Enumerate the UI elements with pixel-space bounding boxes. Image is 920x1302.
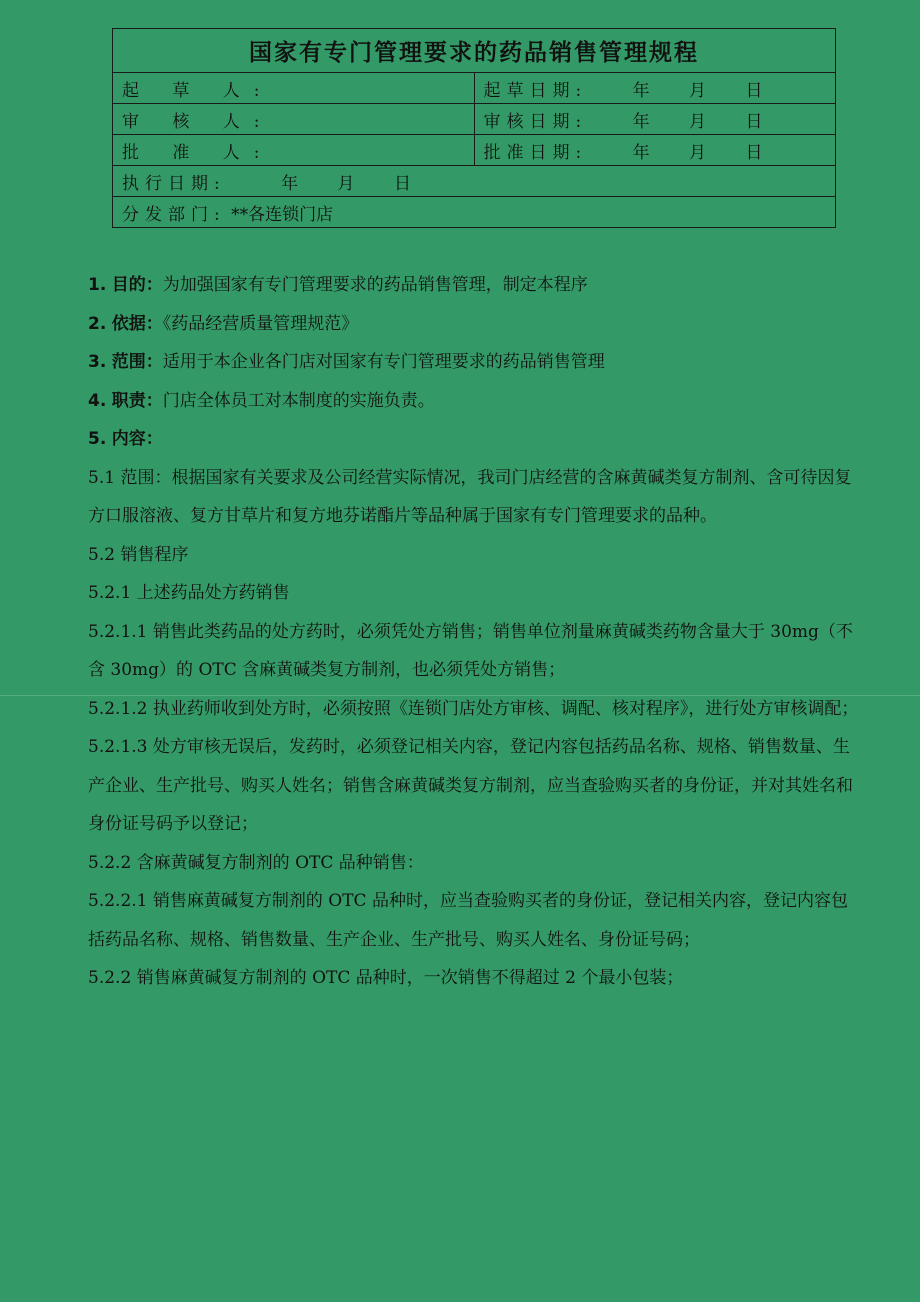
section-num: 4. <box>88 390 107 411</box>
approve-month: 月 <box>689 142 707 163</box>
draft-month: 月 <box>689 80 707 101</box>
approve-date-cell <box>474 135 836 166</box>
section-label: 内容 <box>111 429 146 449</box>
review-month: 月 <box>689 111 707 132</box>
paragraph: 5.1 范围：根据国家有关要求及公司经营实际情况，我司门店经营的含麻黄碱类复方制剂、含可待因复方口服溶液、复方甘草片和复方地芬诺酯片等品种属于国家有专门管理要求的品种。 <box>88 467 852 526</box>
section-label: 职责 <box>111 390 146 411</box>
reviewer-label: 审 核 人: <box>122 111 274 132</box>
review-date-label: 审核日期: <box>483 111 588 132</box>
paragraph: 5.2.1.3 处方审核无误后，发药时，必须登记相关内容，登记内容包括药品名称、规格、销售数量、生产企业、生产批号、购买人姓名；销售含麻黄碱类复方制剂，应当查验购买者的身份证，并对其姓名和身份证号码予以登记； <box>88 737 853 834</box>
document-title: 国家有专门管理要求的药品销售管理规程 <box>113 29 836 73</box>
review-day: 日 <box>745 111 763 132</box>
paragraph: 5.2.1 上述药品处方药销售 <box>88 583 290 603</box>
drafter-label: 起 草 人: <box>122 80 274 101</box>
document-header-table <box>112 28 836 228</box>
reviewer-cell <box>113 104 475 135</box>
section-label: 依据 <box>111 313 146 334</box>
paragraph: 5.2.2 含麻黄碱复方制剂的 OTC 品种销售： <box>88 852 424 873</box>
paragraph: 5.2 销售程序 <box>88 544 189 565</box>
section-text: 《药品经营质量管理规范》 <box>162 313 359 334</box>
section-item: 3. 范围：适用于本企业各门店对国家有专门管理要求的药品销售管理 <box>88 352 605 372</box>
section-item: 1. 目的：为加强国家有专门管理要求的药品销售管理，制定本程序 <box>88 275 588 295</box>
paragraph: 5.2.1.1 销售此类药品的处方药时，必须凭处方销售；销售单位剂量麻黄碱类药物含量大于 30mg（不含 30mg）的 OTC 含麻黄碱类复方制剂，也必须凭处方销售； <box>88 621 853 680</box>
dept-label: 分发部门: <box>122 204 226 225</box>
section-label: 范围 <box>111 352 146 372</box>
exec-month: 月 <box>337 173 355 194</box>
approve-date-label: 批准日期: <box>483 142 588 163</box>
review-year: 年 <box>632 111 650 132</box>
paragraph: 5.2.1.2 执业药师收到处方时，必须按照《连锁门店处方审核、调配、核对程序》，进行处方审核调配； <box>88 698 859 719</box>
review-date-cell <box>474 104 836 135</box>
exec-date-cell <box>113 166 836 197</box>
section-num: 1. <box>88 275 107 295</box>
section-text: 门店全体员工对本制度的实施负责。 <box>162 390 435 411</box>
draft-day: 日 <box>745 80 763 101</box>
section-num: 3. <box>88 352 107 372</box>
dept-cell <box>113 197 836 228</box>
approver-label: 批 准 人: <box>122 142 274 163</box>
draft-date-cell <box>474 73 836 104</box>
exec-year: 年 <box>281 173 299 194</box>
draft-year: 年 <box>632 80 650 101</box>
paragraph: 5.2.2 销售麻黄碱复方制剂的 OTC 品种时，一次销售不得超过 2 个最小包装； <box>88 968 684 988</box>
approver-cell <box>113 135 475 166</box>
document-body <box>88 266 864 998</box>
section-item: 2. 依据：《药品经营质量管理规范》 <box>88 313 359 334</box>
section-text: 为加强国家有专门管理要求的药品销售管理，制定本程序 <box>162 275 588 295</box>
dept-value: **各连锁门店 <box>231 204 334 225</box>
section-num: 5. <box>88 429 107 449</box>
approve-day: 日 <box>745 142 763 163</box>
section-label: 目的 <box>111 275 146 295</box>
section-item: 4. 职责：门店全体员工对本制度的实施负责。 <box>88 390 435 411</box>
approve-year: 年 <box>632 142 650 163</box>
exec-day: 日 <box>393 173 411 194</box>
section-text: 适用于本企业各门店对国家有专门管理要求的药品销售管理 <box>162 352 605 372</box>
exec-date-label: 执行日期: <box>122 173 226 194</box>
drafter-cell <box>113 73 475 104</box>
section-num: 2. <box>88 313 107 334</box>
section-item: 5. 内容： <box>88 429 163 449</box>
paragraph: 5.2.2.1 销售麻黄碱复方制剂的 OTC 品种时，应当查验购买者的身份证，登记相关内容，登记内容包括药品名称、规格、销售数量、生产企业、生产批号、购买人姓名、身份证号码； <box>88 891 848 950</box>
draft-date-label: 起草日期: <box>483 80 588 101</box>
